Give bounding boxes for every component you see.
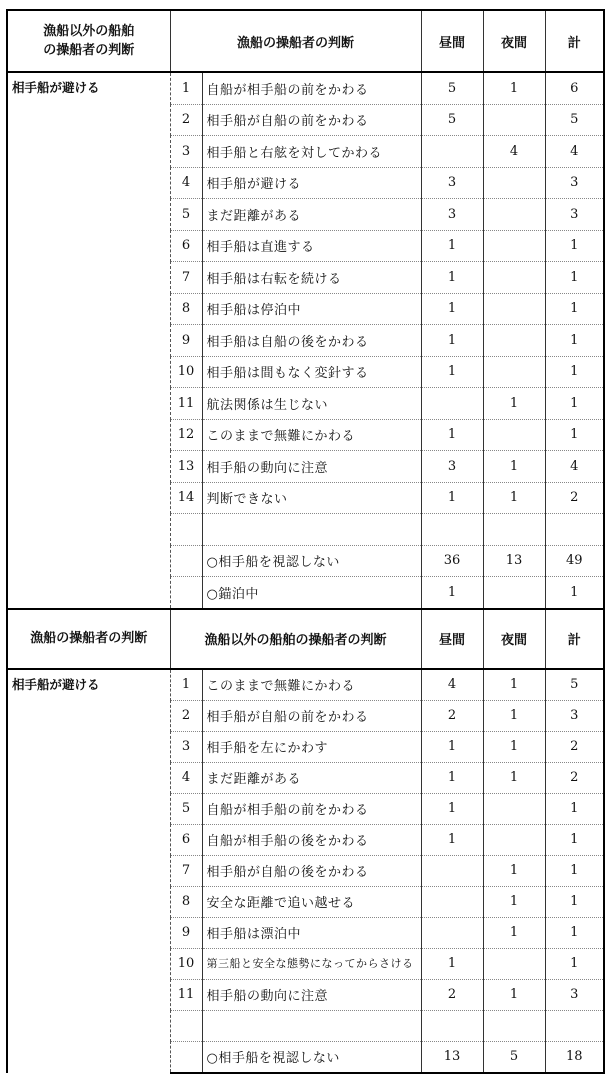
- section1-row-total: 2: [545, 482, 604, 514]
- section1-row-night: 1: [483, 388, 545, 420]
- section2-header-night: 夜間: [483, 609, 545, 669]
- section2-row-day: 2: [421, 979, 483, 1010]
- section1-row-judgment: 相手船と右舷を対してかわる: [202, 136, 421, 168]
- section1-row-night: [483, 514, 545, 546]
- section1-row-total: 49: [545, 545, 604, 577]
- section1-row-day: 3: [421, 167, 483, 199]
- section2-row-night: 1: [483, 886, 545, 917]
- section1-row-night: [483, 230, 545, 262]
- section1-row-number: 13: [170, 451, 202, 483]
- section1-row-night: [483, 104, 545, 136]
- section1-category-label: 相手船が避ける: [7, 72, 170, 609]
- section1-row-total: 1: [545, 419, 604, 451]
- section1-row-judgment: 航法関係は生じない: [202, 388, 421, 420]
- section1-row-day: 1: [421, 325, 483, 357]
- section2-header-row: [7, 609, 604, 669]
- section2-row-number: 8: [170, 886, 202, 917]
- section2-row-judgment: 自船が相手船の前をかわる: [202, 793, 421, 824]
- section1-row-day: 1: [421, 482, 483, 514]
- section1-row-day: [421, 136, 483, 168]
- section2-row-night: [483, 948, 545, 979]
- section2-row-number: 9: [170, 917, 202, 948]
- section2-row-number: 11: [170, 979, 202, 1010]
- section1-header-total: 計: [545, 10, 604, 72]
- section2-row-number: [170, 1010, 202, 1041]
- section2-row-night: 1: [483, 669, 545, 701]
- section2-row-total: 18: [545, 1041, 604, 1073]
- section1-row-judgment: 相手船は自船の後をかわる: [202, 325, 421, 357]
- section2-row-day: 1: [421, 948, 483, 979]
- section1-row-number: [170, 545, 202, 577]
- section1-header-night: 夜間: [483, 10, 545, 72]
- section1-row-judgment: まだ距離がある: [202, 199, 421, 231]
- section1-row-night: [483, 577, 545, 609]
- section2-row-judgment: このままで無難にかわる: [202, 669, 421, 701]
- section1-row-day: 1: [421, 356, 483, 388]
- section2-row-total: 1: [545, 855, 604, 886]
- section1-row-judgment: 相手船は右転を続ける: [202, 262, 421, 294]
- section1-row-day: [421, 514, 483, 546]
- section1-header-category: [7, 10, 170, 72]
- section1-row-judgment: 相手船は停泊中: [202, 293, 421, 325]
- section2-category-label: 相手船が避ける: [7, 669, 170, 1073]
- section2-row-total: 3: [545, 979, 604, 1010]
- section1-row-total: 5: [545, 104, 604, 136]
- section2-row-night: 1: [483, 855, 545, 886]
- section1-row-number: 9: [170, 325, 202, 357]
- section1-row-night: [483, 199, 545, 231]
- section1-row-judgment: 判断できない: [202, 482, 421, 514]
- section2-row-judgment: 相手船の動向に注意: [202, 979, 421, 1010]
- section1-row-total: 4: [545, 451, 604, 483]
- section2-row-judgment: 相手船が自船の前をかわる: [202, 700, 421, 731]
- section2-row-day: [421, 855, 483, 886]
- section2-row-day: 13: [421, 1041, 483, 1073]
- section1-row-total: 6: [545, 72, 604, 104]
- section1-row-judgment: 相手船は間もなく変針する: [202, 356, 421, 388]
- section2-header-category: 漁船の操船者の判断: [7, 609, 170, 669]
- section1-header-row: [7, 10, 604, 72]
- section1-row-judgment: 相手船の動向に注意: [202, 451, 421, 483]
- section1-row-number: 14: [170, 482, 202, 514]
- section1-row-judgment: 相手船が自船の前をかわる: [202, 104, 421, 136]
- section2-row-day: 1: [421, 793, 483, 824]
- section2-row-total: 1: [545, 948, 604, 979]
- section2-row-judgment: まだ距離がある: [202, 762, 421, 793]
- section2-row-day: 1: [421, 824, 483, 855]
- section1-row-judgment: ○相手船を視認しない: [202, 545, 421, 577]
- section2-row-number: 3: [170, 731, 202, 762]
- section1-row-night: [483, 262, 545, 294]
- section2-row-judgment: ○相手船を視認しない: [202, 1041, 421, 1073]
- section1-row-night: [483, 419, 545, 451]
- section1-row-night: 13: [483, 545, 545, 577]
- section1-row-number: 1: [170, 72, 202, 104]
- section1-row-total: 3: [545, 167, 604, 199]
- section1-row-judgment: ○錨泊中: [202, 577, 421, 609]
- judgment-table-container: [6, 9, 603, 1074]
- section1-row: [7, 72, 604, 104]
- section1-row-judgment: 自船が相手船の前をかわる: [202, 72, 421, 104]
- section1-row-total: 1: [545, 230, 604, 262]
- section1-row-total: 1: [545, 262, 604, 294]
- section1-row-night: 1: [483, 451, 545, 483]
- section2-row-number: 7: [170, 855, 202, 886]
- section2-row-judgment: 相手船を左にかわす: [202, 731, 421, 762]
- section1-row-number: 12: [170, 419, 202, 451]
- section1-row-day: 5: [421, 72, 483, 104]
- section1-row-number: 2: [170, 104, 202, 136]
- section1-row-total: 1: [545, 388, 604, 420]
- section1-row-number: [170, 577, 202, 609]
- section1-row-number: 3: [170, 136, 202, 168]
- section1-row-number: 5: [170, 199, 202, 231]
- section1-row-day: 3: [421, 199, 483, 231]
- section1-row-day: 3: [421, 451, 483, 483]
- section2-row-night: [483, 1010, 545, 1041]
- section2-row-judgment: 相手船が自船の後をかわる: [202, 855, 421, 886]
- section1-row-day: 1: [421, 293, 483, 325]
- section1-row-judgment: 相手船は直進する: [202, 230, 421, 262]
- section2-row-night: 1: [483, 731, 545, 762]
- section2-row-total: 5: [545, 669, 604, 701]
- section2-row-day: [421, 886, 483, 917]
- table-body: [7, 10, 604, 1073]
- section1-row-night: 4: [483, 136, 545, 168]
- section1-header-category-line1: 漁船以外の船舶: [43, 24, 135, 39]
- section1-row-night: [483, 356, 545, 388]
- section2-row-night: 1: [483, 762, 545, 793]
- section2-row-judgment: 相手船は漂泊中: [202, 917, 421, 948]
- section1-row-number: 10: [170, 356, 202, 388]
- section1-row-number: [170, 514, 202, 546]
- section2-row-night: [483, 824, 545, 855]
- section1-row-day: 1: [421, 230, 483, 262]
- section2-row-total: 1: [545, 824, 604, 855]
- section2-row-total: 2: [545, 762, 604, 793]
- section2-row-number: 4: [170, 762, 202, 793]
- section1-row-day: 1: [421, 262, 483, 294]
- section1-row-night: [483, 325, 545, 357]
- section2-row-number: 5: [170, 793, 202, 824]
- judgment-table: [6, 9, 605, 1074]
- section1-row-night: [483, 293, 545, 325]
- section1-row-total: 1: [545, 577, 604, 609]
- section1-row-day: 5: [421, 104, 483, 136]
- section2-header-judgment: 漁船以外の船舶の操船者の判断: [170, 609, 421, 669]
- section2-row-total: 1: [545, 917, 604, 948]
- section2-header-total: 計: [545, 609, 604, 669]
- section1-row-night: 1: [483, 72, 545, 104]
- section2-row-number: [170, 1041, 202, 1073]
- section2-row-day: 1: [421, 762, 483, 793]
- section1-row-judgment: [202, 514, 421, 546]
- section2-row-total: 1: [545, 793, 604, 824]
- section1-row-day: 1: [421, 577, 483, 609]
- section1-row-night: 1: [483, 482, 545, 514]
- section1-row-number: 8: [170, 293, 202, 325]
- section1-row-total: 1: [545, 293, 604, 325]
- section2-row-night: 1: [483, 917, 545, 948]
- section1-header-category-line2: の操船者の判断: [43, 43, 135, 58]
- section1-row-judgment: このままで無難にかわる: [202, 419, 421, 451]
- section2-header-day: 昼間: [421, 609, 483, 669]
- section2-row-night: 1: [483, 979, 545, 1010]
- section2-row-total: 3: [545, 700, 604, 731]
- section2-row-number: 1: [170, 669, 202, 701]
- section1-row-day: 36: [421, 545, 483, 577]
- section2-row-number: 6: [170, 824, 202, 855]
- section1-row-number: 7: [170, 262, 202, 294]
- section1-row-number: 6: [170, 230, 202, 262]
- section2-row-day: 4: [421, 669, 483, 701]
- section2-row-day: [421, 917, 483, 948]
- section1-row-day: 1: [421, 419, 483, 451]
- section1-row-total: 1: [545, 325, 604, 357]
- section1-row-number: 11: [170, 388, 202, 420]
- section1-row-total: 4: [545, 136, 604, 168]
- section2-row-judgment: [202, 1010, 421, 1041]
- section1-row-night: [483, 167, 545, 199]
- section2-row-total: 2: [545, 731, 604, 762]
- section2-row-number: 2: [170, 700, 202, 731]
- section2-row-total: 1: [545, 886, 604, 917]
- section1-row-day: [421, 388, 483, 420]
- section2-row-day: 2: [421, 700, 483, 731]
- section1-header-judgment: 漁船の操船者の判断: [170, 10, 421, 72]
- section1-row-number: 4: [170, 167, 202, 199]
- section2-row: [7, 669, 604, 701]
- section1-row-total: 3: [545, 199, 604, 231]
- section2-row-night: 5: [483, 1041, 545, 1073]
- section1-header-day: 昼間: [421, 10, 483, 72]
- section2-row-number: 10: [170, 948, 202, 979]
- section2-row-judgment: 自船が相手船の後をかわる: [202, 824, 421, 855]
- section2-row-total: [545, 1010, 604, 1041]
- section1-row-judgment: 相手船が避ける: [202, 167, 421, 199]
- section2-row-judgment: 第三船と安全な態勢になってからさける: [202, 948, 421, 979]
- section2-row-night: 1: [483, 700, 545, 731]
- section1-row-total: [545, 514, 604, 546]
- section2-row-night: [483, 793, 545, 824]
- section1-row-total: 1: [545, 356, 604, 388]
- section2-row-day: [421, 1010, 483, 1041]
- section2-row-day: 1: [421, 731, 483, 762]
- section2-row-judgment: 安全な距離で追い越せる: [202, 886, 421, 917]
